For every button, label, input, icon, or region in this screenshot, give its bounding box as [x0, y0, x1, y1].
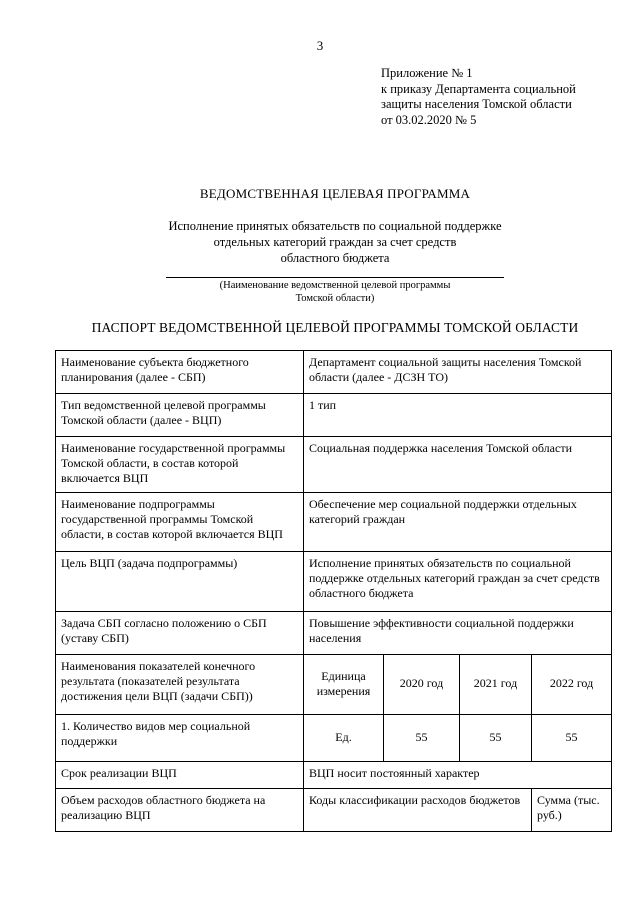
table-cell-label: Тип ведомственной целевой программы Томской области (далее - ВЦП) — [56, 394, 304, 437]
table-row — [56, 612, 612, 655]
table-cell-label: Наименование государственной программы Томской области, в состав которой включается ВЦП — [56, 437, 304, 493]
caption-line: Томской области) — [295, 293, 375, 304]
program-title: ВЕДОМСТВЕННАЯ ЦЕЛЕВАЯ ПРОГРАММА — [199, 186, 471, 201]
appendix-line: к приказу Департамента социальной — [381, 81, 576, 96]
subtitle-line: областного бюджета — [280, 251, 390, 265]
table-cell-label: Наименование субъекта бюджетного планирования (далее - СБП) — [56, 351, 304, 394]
program-subtitle — [0, 218, 640, 266]
table-cell-value: 55 — [532, 715, 612, 762]
table-header-unit: Единица измерения — [304, 655, 384, 715]
passport-title: ПАСПОРТ ВЕДОМСТВЕННОЙ ЦЕЛЕВОЙ ПРОГРАММЫ ТОМСКОЙ ОБЛАСТИ — [91, 320, 579, 335]
table-cell-value: Повышение эффективности социальной поддержки населения — [304, 612, 612, 655]
table-cell-sum: Сумма (тыс. руб.) — [532, 789, 612, 832]
table-cell-label: Цель ВЦП (задача подпрограммы) — [56, 552, 304, 612]
table-cell-label: Наименования показателей конечного результата (показателей результата достижения цели ВЦП (задачи СБП)) — [56, 655, 304, 715]
table-cell-label: Задача СБП согласно положению о СБП (уставу СБП) — [56, 612, 304, 655]
table-row — [56, 394, 612, 437]
table-row — [56, 437, 612, 493]
table-cell-label: Срок реализации ВЦП — [56, 762, 304, 789]
appendix-note — [381, 66, 576, 128]
table-cell-label: Объем расходов областного бюджета на реализацию ВЦП — [56, 789, 304, 832]
table-header-year: 2020 год — [384, 655, 460, 715]
table-cell-value: Департамент социальной защиты населения Томской области (далее - ДСЗН ТО) — [304, 351, 612, 394]
table-cell-value: Социальная поддержка населения Томской области — [304, 437, 612, 493]
appendix-line: защиты населения Томской области — [381, 97, 572, 111]
table-header-year: 2021 год — [460, 655, 532, 715]
subtitle-line: Исполнение принятых обязательств по социальной поддержке — [168, 219, 502, 233]
table-cell-value: 55 — [384, 715, 460, 762]
appendix-line: от 03.02.2020 № 5 — [381, 112, 477, 127]
table-cell-unit: Ед. — [304, 715, 384, 762]
table-header-year: 2022 год — [532, 655, 612, 715]
table-row — [56, 351, 612, 394]
table-cell-value: 1 тип — [304, 394, 612, 437]
table-row — [56, 789, 612, 832]
table-cell-value: 55 — [460, 715, 532, 762]
caption-line: (Наименование ведомственной целевой программы — [219, 280, 451, 291]
name-caption — [0, 279, 640, 305]
table-cell-label: 1. Количество видов мер социальной поддержки — [56, 715, 304, 762]
page-number: 3 — [316, 38, 324, 53]
subtitle-line: отдельных категорий граждан за счет средств — [213, 235, 457, 249]
table-row — [56, 655, 612, 715]
passport-table — [55, 350, 612, 832]
table-row — [56, 715, 612, 762]
table-cell-label: Наименование подпрограммы государственной программы Томской области, в состав которой включается ВЦП — [56, 493, 304, 552]
table-row — [56, 552, 612, 612]
table-cell-value: Исполнение принятых обязательств по социальной поддержке отдельных категорий граждан за счет средств областного бюджета — [304, 552, 612, 612]
table-cell-value: ВЦП носит постоянный характер — [304, 762, 612, 789]
table-row — [56, 762, 612, 789]
table-cell-codes: Коды классификации расходов бюджетов — [304, 789, 532, 832]
table-row — [56, 493, 612, 552]
table-cell-value: Обеспечение мер социальной поддержки отдельных категорий граждан — [304, 493, 612, 552]
appendix-line: Приложение № 1 — [381, 66, 473, 80]
name-underline — [166, 277, 504, 278]
